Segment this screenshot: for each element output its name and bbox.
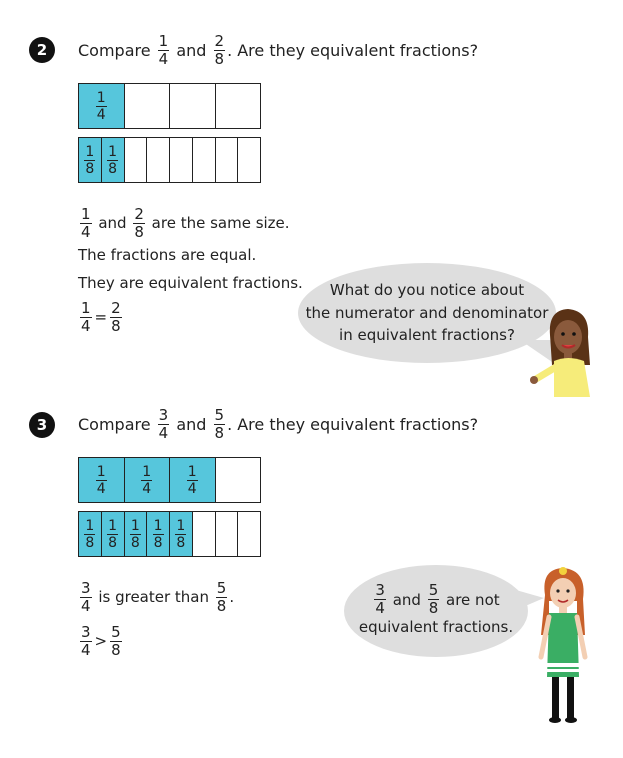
q3-statement-1: $\frac{3}{4}$ is greater than $\frac{5}{8}$ . xyxy=(81,578,235,615)
strip-cell-empty xyxy=(125,138,148,182)
strip-cell-filled: $\frac{1}{8}$ xyxy=(79,512,102,556)
q2-statement-2: The fractions are equal. xyxy=(78,246,257,264)
q3-equation: $\frac{3}{4}$ > $\frac{5}{8}$ xyxy=(81,622,121,659)
strip-cell-empty xyxy=(216,138,239,182)
strip-cell-filled: $\frac{1}{8}$ xyxy=(147,512,170,556)
strip-cell-filled: $\frac{1}{8}$ xyxy=(102,512,125,556)
fraction: $\frac{3}{4}$ xyxy=(158,405,169,442)
strip-cell-filled: $\frac{1}{8}$ xyxy=(170,512,193,556)
speech-bubble: What do you notice about the numerator and denominator in equivalent fractions? xyxy=(298,263,556,363)
strip-cell-empty xyxy=(170,84,216,128)
fraction: $\frac{2}{8}$ xyxy=(214,31,225,68)
quarters-strip xyxy=(78,457,261,503)
strip-cell-filled: $\frac{1}{4}$ xyxy=(79,458,125,502)
q2-equation: $\frac{1}{4}$ = $\frac{2}{8}$ xyxy=(81,298,121,335)
strip-cell-empty xyxy=(193,512,216,556)
strip-cell-empty xyxy=(238,512,260,556)
strip-cell-empty xyxy=(147,138,170,182)
fraction: $\frac{1}{4}$ xyxy=(158,31,169,68)
strip-cell-empty xyxy=(216,458,261,502)
girl-character-illustration xyxy=(535,565,591,725)
question-2-prompt: Compare $\frac{1}{4}$ and $\frac{2}{8}$ . Are they equivalent fractions? xyxy=(78,31,479,68)
strip-cell-empty xyxy=(170,138,193,182)
eighths-strip xyxy=(78,137,261,183)
strip-cell-filled: $\frac{1}{8}$ xyxy=(79,138,102,182)
strip-cell-filled: $\frac{1}{4}$ xyxy=(125,458,171,502)
strip-cell-empty xyxy=(193,138,216,182)
strip-cell-empty xyxy=(238,138,260,182)
question-3-badge: 3 xyxy=(29,412,55,438)
strip-cell-filled: $\frac{1}{4}$ xyxy=(170,458,216,502)
question-2-badge: 2 xyxy=(29,37,55,63)
strip-cell-empty xyxy=(216,512,239,556)
speech-bubble: $\frac{3}{4}$ and $\frac{5}{8}$ are not equivalent fractions. xyxy=(344,565,528,657)
strip-cell-filled: $\frac{1}{8}$ xyxy=(102,138,125,182)
eighths-strip xyxy=(78,511,261,557)
strip-cell-filled: $\frac{1}{8}$ xyxy=(125,512,148,556)
fraction: $\frac{5}{8}$ xyxy=(214,405,225,442)
strip-cell-empty xyxy=(125,84,171,128)
q2-statement-1: $\frac{1}{4}$ and $\frac{2}{8}$ are the same size. xyxy=(81,204,290,241)
question-3-prompt: Compare $\frac{3}{4}$ and $\frac{5}{8}$ . Are they equivalent fractions? xyxy=(78,405,479,442)
girl-character-illustration xyxy=(528,305,598,397)
q2-statement-3: They are equivalent fractions. xyxy=(78,274,303,292)
strip-cell-filled: $\frac{1}{4}$ xyxy=(79,84,125,128)
quarters-strip xyxy=(78,83,261,129)
strip-cell-empty xyxy=(216,84,261,128)
